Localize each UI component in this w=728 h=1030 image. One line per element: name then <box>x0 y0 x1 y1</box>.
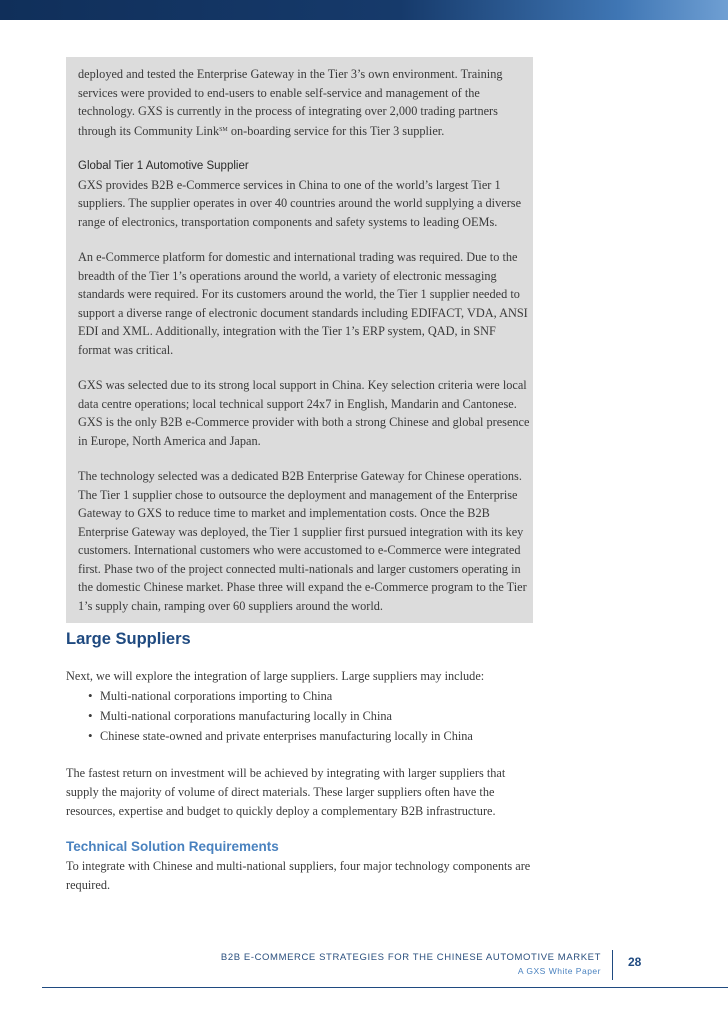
list-item: • Multi-national corporations importing to China <box>66 686 536 706</box>
case-subheading: Global Tier 1 Automotive Supplier <box>78 160 249 172</box>
case-paragraph-1: deployed and tested the Enterprise Gateway in the Tier 3’s own environment. Training services were provided to end-users to enable self-service and management of the technology. GXS is currently in the process of integrating over 2,000 trading partners through its Community Link℠ on-boarding service for this Tier 3 supplier. <box>78 67 503 138</box>
roi-paragraph: The fastest return on investment will be achieved by integrating with larger suppliers that supply the majority of volume of direct materials. These larger suppliers often have the resources, expertise and budget to quickly deploy a complementary B2B infrastructure. <box>66 766 506 818</box>
case-study-box <box>66 57 533 623</box>
list-item: • Chinese state-owned and private enterprises manufacturing locally in China <box>66 726 536 746</box>
supplier-list <box>66 686 536 746</box>
section-heading: Large Suppliers <box>66 630 191 648</box>
footer-subtitle: A GXS White Paper <box>517 966 601 976</box>
footer-title: B2B E-COMMERCE STRATEGIES FOR THE CHINESE AUTOMOTIVE MARKET <box>220 952 601 963</box>
bottom-rule <box>42 987 728 988</box>
service-mark: SM <box>219 126 228 133</box>
footer-divider <box>612 950 613 980</box>
subsection-heading: Technical Solution Requirements <box>66 839 279 854</box>
list-item: • Multi-national corporations manufacturing locally in China <box>66 706 536 726</box>
requirements-paragraph: To integrate with Chinese and multi-national suppliers, four major technology components are required. <box>66 859 531 892</box>
case-paragraph-3: An e-Commerce platform for domestic and international trading was required. Due to the breadth of the Tier 1’s operations around the world, a variety of electronic messaging standards were required. For its customers around the world, the Tier 1 supplier needed to support a diverse range of electronic document standards including EDIFACT, VDA, ANSI EDI and XML. Additionally, integration with the Tier 1’s ERP system, QAD, in SNF format was critical. <box>78 250 528 357</box>
case-paragraph-5: The technology selected was a dedicated B2B Enterprise Gateway for Chinese operations. The Tier 1 supplier chose to outsource the deployment and management of the Enterprise Gateway to GXS to reduce time to market and implementation costs. Once the B2B Enterprise Gateway was deployed, the Tier 1 supplier first pursued integration with its key customers. International customers who were accustomed to e-Commerce were integrated first. Phase two of the project connected multi-nationals and larger customers operating in the domestic Chinese market. Phase three will expand the e-Commerce program to the Tier 1’s supply chain, ramping over 60 suppliers around the world. <box>78 469 527 613</box>
main-content <box>66 667 536 895</box>
header-band <box>0 0 728 20</box>
case-paragraph-2: GXS provides B2B e-Commerce services in China to one of the world’s largest Tier 1 suppliers. The supplier operates in over 40 countries around the world supplying a diverse range of electronics, transportation components and safety systems to leading OEMs. <box>78 177 522 229</box>
case-paragraph-4: GXS was selected due to its strong local support in China. Key selection criteria were local data centre operations; local technical support 24x7 in English, Mandarin and Cantonese. GXS is the only B2B e-Commerce provider with both a strong Chinese and global presence in Europe, North America and Japan. <box>78 378 530 448</box>
intro-paragraph: Next, we will explore the integration of large suppliers. Large suppliers may include: <box>66 669 485 683</box>
page-number: 28 <box>628 955 642 969</box>
